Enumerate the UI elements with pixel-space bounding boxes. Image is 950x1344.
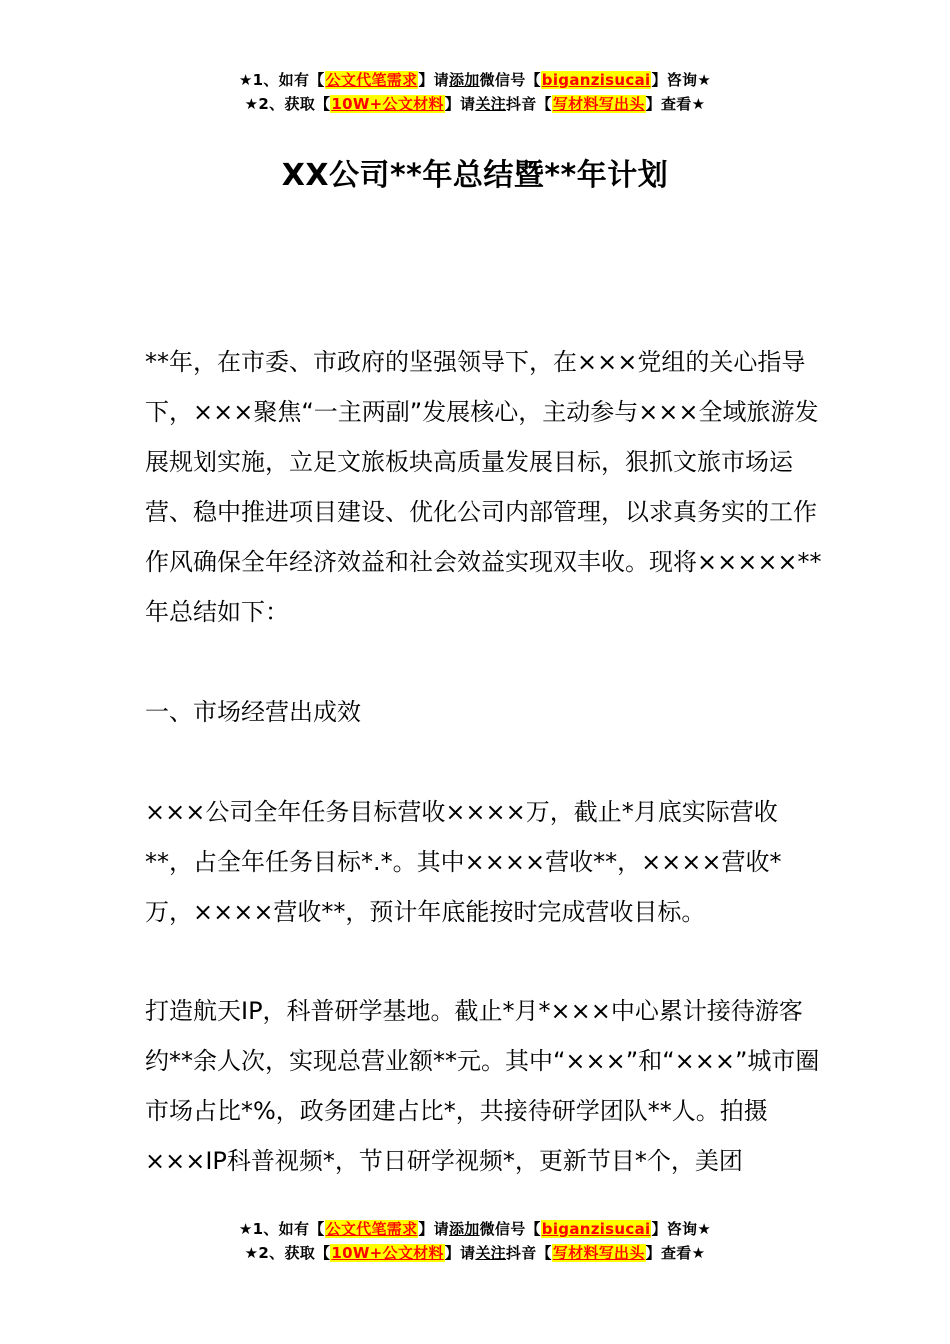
banner-text: ★1、如有【 [238, 1220, 325, 1238]
banner-text: ★1、如有【 [238, 71, 325, 89]
banner-highlight: 10W+公文材料 [331, 95, 444, 113]
banner-text: 微信号【 [479, 71, 541, 89]
banner-text: 抖音【 [505, 1244, 552, 1262]
banner-highlight: 10W+公文材料 [331, 1244, 444, 1262]
body-paragraph: ×××公司全年任务目标营收××××万，截止*月底实际营收**，占全年任务目标*.*。其中××××营收**，××××营收*万，××××营收**，预计年底能按时完成营收目标。 [145, 798, 782, 926]
banner-highlight: 公文代笔需求 [325, 71, 418, 89]
section-heading: 一、市场经营出成效 [145, 698, 361, 726]
banner-line-2 [0, 92, 950, 116]
banner-emphasis: 添加 [448, 1220, 480, 1238]
banner-text: ★2、获取【 [244, 1244, 331, 1262]
banner-emphasis: 添加 [448, 71, 480, 89]
banner-text: 抖音【 [505, 95, 552, 113]
banner-text: 】查看★ [645, 1244, 706, 1262]
banner-text: 】请 [444, 95, 476, 113]
document-title: XX公司**年总结暨**年计划 [281, 158, 669, 193]
banner-line-2 [0, 1241, 950, 1265]
banner-text: ★2、获取【 [244, 95, 331, 113]
banner-text: 微信号【 [479, 1220, 541, 1238]
banner-text: 】咨询★ [651, 1220, 712, 1238]
banner-text: 】请 [418, 1220, 449, 1238]
banner-highlight: biganzisucai [541, 71, 651, 89]
banner-line-1 [0, 1217, 950, 1241]
banner-highlight: 写材料写出头 [552, 1244, 645, 1262]
banner-text: 】请 [444, 1244, 476, 1262]
footer-banner [0, 1217, 950, 1265]
header-banner [0, 68, 950, 116]
banner-emphasis: 关注 [475, 1244, 506, 1262]
banner-text: 】请 [418, 71, 449, 89]
banner-emphasis: 关注 [475, 95, 506, 113]
banner-highlight: 写材料写出头 [552, 95, 645, 113]
banner-text: 】查看★ [645, 95, 706, 113]
body-paragraph: **年，在市委、市政府的坚强领导下，在×××党组的关心指导下，×××聚焦“一主两副”发展核心，主动参与×××全域旅游发展规划实施，立足文旅板块高质量发展目标，狠抓文旅市场运营、稳中推进项目建设、优化公司内部管理，以求真务实的工作作风确保全年经济效益和社会效益实现双丰收。现将×××××**年总结如下： [145, 348, 822, 626]
banner-text: 】咨询★ [651, 71, 712, 89]
banner-highlight: 公文代笔需求 [325, 1220, 418, 1238]
body-paragraph: 打造航天IP，科普研学基地。截止*月*×××中心累计接待游客约**余人次，实现总营业额**元。其中“×××”和“×××”城市圈市场占比*%，政务团建占比*，共接待研学团队**人。拍摄×××IP科普视频*，节日研学视频*，更新节目*个，美团 [145, 997, 820, 1175]
banner-highlight: biganzisucai [541, 1220, 651, 1238]
banner-line-1 [0, 68, 950, 92]
